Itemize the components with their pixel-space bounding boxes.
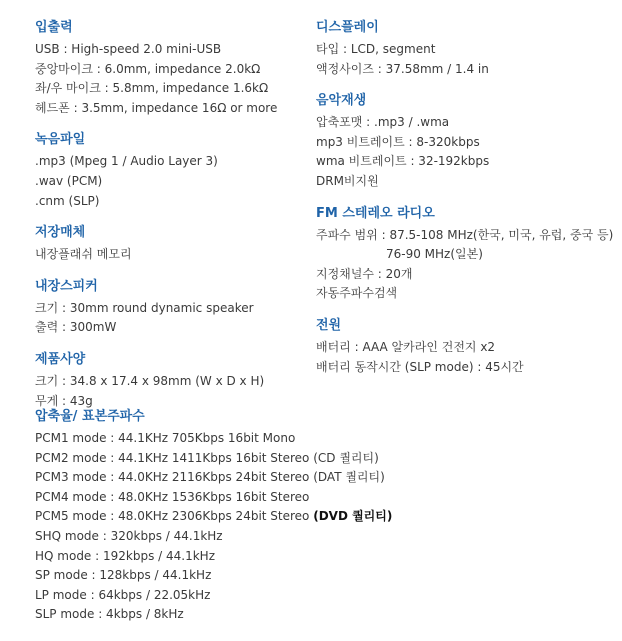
lr-mic-spec: 좌/우 마이크 : 5.8mm, impedance 1.6kΩ [35, 81, 269, 96]
compression-heading: 압축율/ 표본주파수 [35, 409, 145, 424]
fm-section [316, 204, 616, 304]
storage-section [35, 223, 305, 265]
center-mic-spec: 중앙마이크 : 6.0mm, impedance 2.0kΩ [35, 61, 261, 76]
pcm2-mode: PCM2 mode : 44.1KHz 1411Kbps 16bit Stereo (CD 퀄리티) [35, 450, 379, 465]
power-section [316, 316, 616, 377]
speaker-output: 출력 : 300mW [35, 320, 117, 335]
product-size: 크기 : 34.8 x 17.4 x 98mm (W x D x H) [35, 373, 265, 388]
speaker-section [35, 277, 305, 338]
pcm4-mode: PCM4 mode : 48.0KHz 1536Kbps 16bit Stereo [35, 489, 310, 504]
right-column [316, 18, 616, 389]
fm-preset-channels: 지정채널수 : 20개 [316, 266, 413, 281]
headphone-spec: 헤드폰 : 3.5mm, impedance 16Ω or more [35, 100, 278, 115]
io-section [35, 18, 305, 118]
battery-life: 배터리 동작시간 (SLP mode) : 45시간 [316, 359, 524, 374]
shq-mode: SHQ mode : 320kbps / 44.1kHz [35, 528, 223, 543]
wma-bitrate: wma 비트레이트 : 32-192kbps [316, 154, 490, 169]
display-size: 액정사이즈 : 37.58mm / 1.4 in [316, 61, 489, 76]
pcm1-mode: PCM1 mode : 44.1KHz 705Kbps 16bit Mono [35, 431, 296, 445]
record-format-cnm: .cnm (SLP) [35, 193, 100, 208]
fm-heading: FM 스테레오 라디오 [316, 205, 435, 221]
product-weight: 무게 : 43g [35, 393, 93, 408]
fm-auto-scan: 자동주파수검색 [316, 286, 398, 301]
display-type: 타입 : LCD, segment [316, 42, 436, 56]
power-heading: 전원 [316, 317, 342, 333]
music-format: 압축포맷 : .mp3 / .wma [316, 115, 450, 130]
pcm5-mode [35, 507, 595, 527]
slp-mode: SLP mode : 4kbps / 8kHz [35, 607, 184, 622]
left-column [35, 18, 305, 423]
storage-heading: 저장매체 [35, 225, 86, 241]
pcm5-quality-label: (DVD 퀄리티) [313, 509, 393, 524]
speaker-size: 크기 : 30mm round dynamic speaker [35, 300, 254, 315]
compression-section [35, 407, 595, 625]
pcm5-mode-spec: PCM5 mode : 48.0KHz 2306Kbps 24bit Stereo [35, 509, 314, 524]
display-section [316, 18, 616, 79]
lp-mode: LP mode : 64kbps / 22.05kHz [35, 587, 211, 602]
music-section [316, 91, 616, 191]
drm-support: DRM비지원 [316, 173, 379, 188]
io-heading: 입출력 [35, 20, 73, 35]
spec-section [35, 350, 305, 411]
record-format-mp3: .mp3 (Mpeg 1 / Audio Layer 3) [35, 154, 218, 169]
pcm3-mode: PCM3 mode : 44.0KHz 2116Kbps 24bit Stereo (DAT 퀄리티) [35, 470, 385, 485]
music-heading: 음악재생 [316, 93, 367, 109]
speaker-heading: 내장스피커 [35, 278, 98, 294]
display-heading: 디스플레이 [316, 20, 379, 35]
hq-mode: HQ mode : 192kbps / 44.1kHz [35, 548, 215, 563]
usb-spec: USB : High-speed 2.0 mini-USB [35, 42, 222, 56]
record-section [35, 130, 305, 211]
mp3-bitrate: mp3 비트레이트 : 8-320kbps [316, 134, 480, 149]
sp-mode: SP mode : 128kbps / 44.1kHz [35, 568, 212, 583]
battery-type: 배터리 : AAA 알카라인 건전지 x2 [316, 339, 496, 354]
record-format-wav: .wav (PCM) [35, 173, 103, 188]
storage-type: 내장플래쉬 메모리 [35, 247, 132, 262]
spec-heading: 제품사양 [35, 351, 86, 367]
fm-frequency-range: 주파수 범위 : 87.5-108 MHz(한국, 미국, 유럽, 중국 등) [316, 227, 614, 242]
fm-frequency-range-japan: 76-90 MHz(일본) [386, 247, 483, 262]
record-heading: 녹음파일 [35, 132, 86, 148]
